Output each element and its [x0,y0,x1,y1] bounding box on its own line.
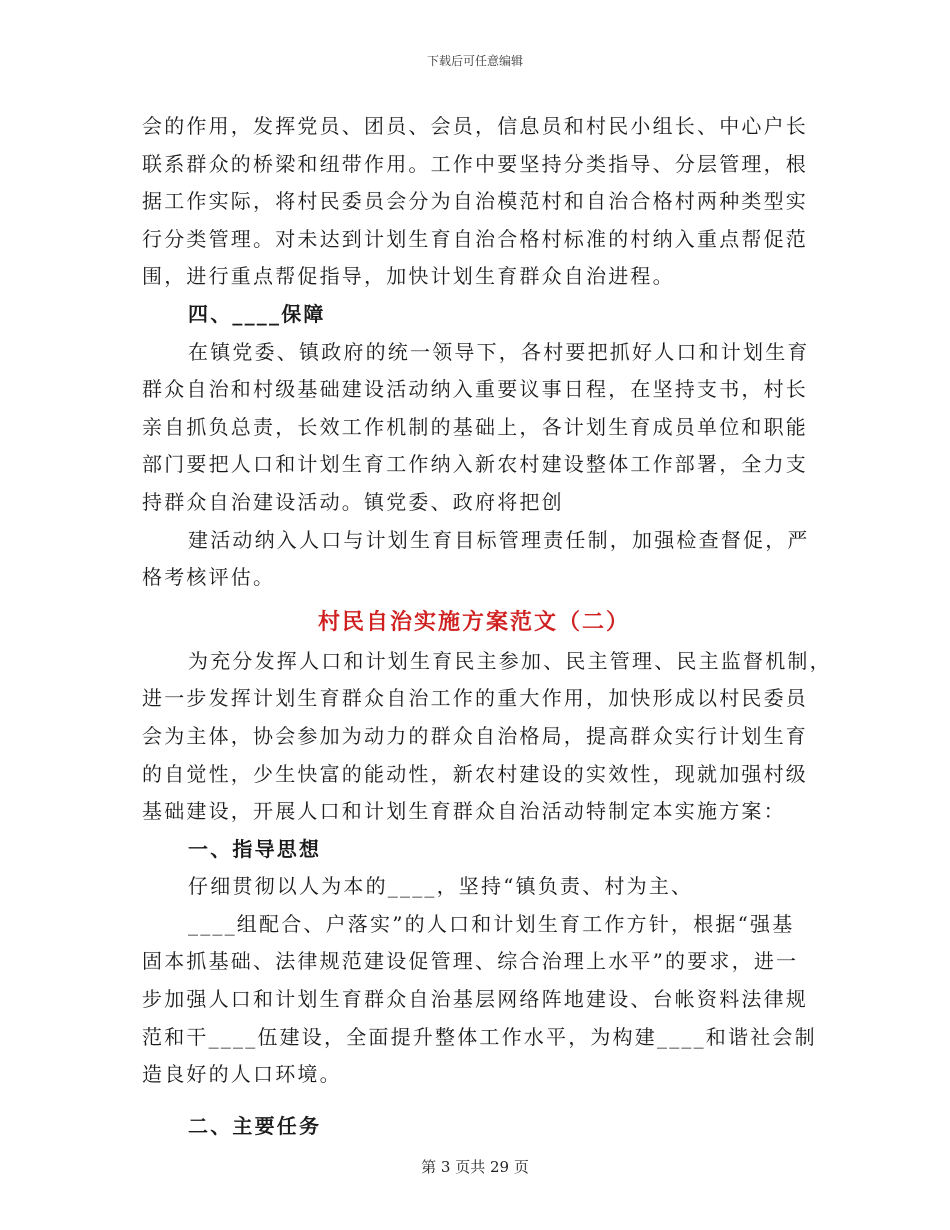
paragraph-line: 持群众自治建设活动。镇党委、政府将把创 [142,489,564,514]
paragraph-line: 群众自治和村级基础建设活动纳入重要议事日程，在坚持支书，村长 [142,377,808,402]
paragraph-line: 进一步发挥计划生育群众自治工作的重大作用，加快形成以村民委员 [142,686,808,711]
paragraph-line: 格考核评估。 [142,565,276,590]
paragraph-line: 仔细贯彻以人为本的____，坚持“镇负责、村为主、 [188,874,694,899]
paragraph-line: 的自觉性，少生快富的能动性，新农村建设的实效性，现就加强村级 [142,761,808,786]
section-heading-one: 一、指导思想 [188,836,322,861]
paragraph-line: 为充分发挥人口和计划生育民主参加、民主管理、民主监督机制， [188,648,832,673]
section-heading-four: 四、____保障 [188,301,326,326]
paragraph-line: 联系群众的桥梁和纽带作用。工作中要坚持分类指导、分层管理，根 [142,151,808,176]
spacer [142,1094,806,1108]
document-body [142,108,832,1145]
paragraph-line: 固本抓基础、法律规范建设促管理、综合治理上水平”的要求，进一 [142,949,799,974]
paragraph-line: 围，进行重点帮促指导，加快计划生育群众自治进程。 [142,264,675,289]
paragraph-line: 造良好的人口环境。 [142,1062,342,1087]
paragraph-line: 会为主体，协会参加为动力的群众自治格局，提高群众实行计划生育 [142,723,808,748]
paragraph-line: 建活动纳入人口与计划生育目标管理责任制，加强检查督促，严 [188,527,810,552]
document-title: 村民自治实施方案范文（二） [317,608,630,635]
paragraph-line: ____组配合、户落实”的人口和计划生育工作方针，根据“强基 [188,911,795,936]
page-header: 下载后可任意编辑 [426,54,523,68]
paragraph-line: 据工作实际，将村民委员会分为自治模范村和自治合格村两种类型实 [142,189,808,214]
paragraph-line: 范和干____伍建设，全面提升整体工作水平，为构建____和谐社会制 [142,1024,817,1049]
paragraph-line: 亲自抓负总责，长效工作机制的基础上，各计划生育成员单位和职能 [142,414,808,439]
paragraph-line: 行分类管理。对未达到计划生育自治合格村标准的村纳入重点帮促范 [142,226,808,251]
page-footer: 第 3 页共 29 页 [421,1158,529,1176]
paragraph-line: 会的作用，发挥党员、团员、会员，信息员和村民小组长、中心户长 [142,114,808,138]
paragraph-line: 基础建设，开展人口和计划生育群众自治活动特制定本实施方案： [142,799,786,824]
section-heading-two: 二、主要任务 [188,1113,322,1138]
paragraph-line: 步加强人口和计划生育群众自治基层网络阵地建设、台帐资料法律规 [142,987,808,1012]
paragraph-line: 部门要把人口和计划生育工作纳入新农村建设整体工作部署，全力支 [142,452,808,477]
paragraph-line: 在镇党委、镇政府的统一领导下，各村要把抓好人口和计划生育 [188,339,810,364]
